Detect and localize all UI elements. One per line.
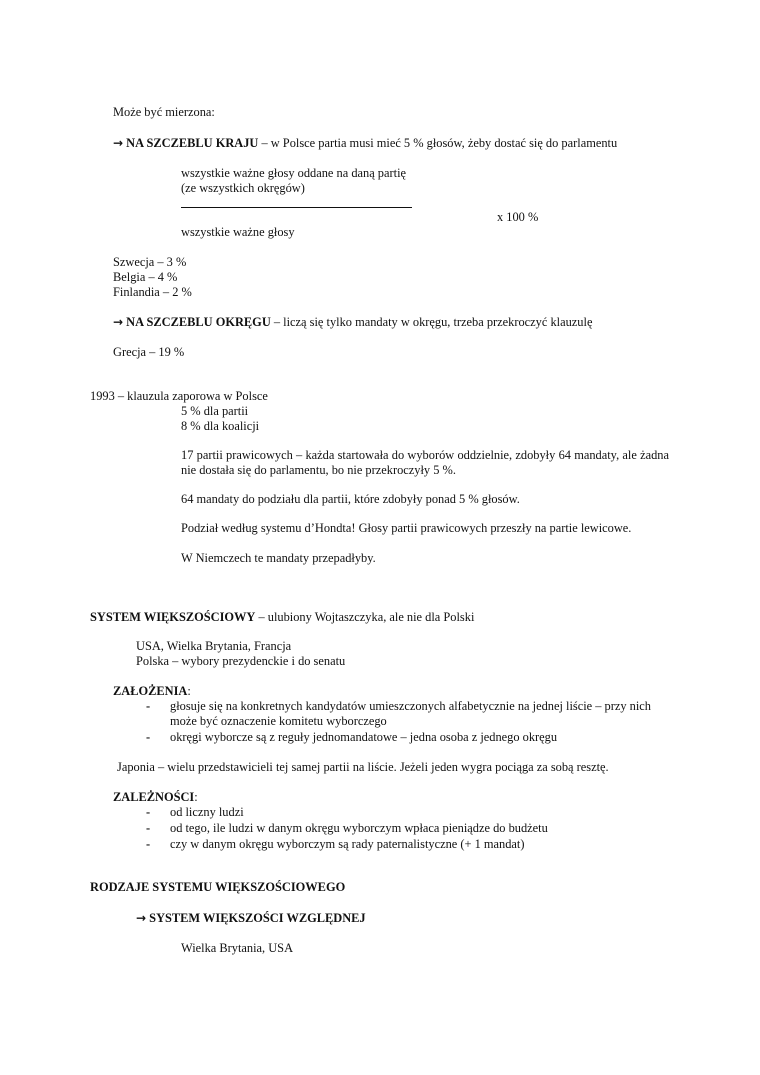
formula-numerator-2: (ze wszystkich okręgów)	[181, 181, 305, 195]
threshold-coalition: 8 % dla koalicji	[181, 419, 260, 433]
country-level-heading: NA SZCZEBLU KRAJU	[126, 136, 259, 150]
bullet: -	[146, 805, 151, 819]
assumption-2: okręgi wyborcze są z reguły jednomandatowe – jedna osoba z jednego okręgu	[170, 730, 558, 744]
district-level-line	[113, 315, 592, 330]
paragraph-64-mandates: 64 mandaty do podziału dla partii, które zdobyły ponad 5 % głosów.	[181, 492, 520, 506]
majority-poland: Polska – wybory prezydenckie i do senatu	[136, 654, 346, 668]
country-level-line	[113, 136, 617, 151]
majority-subtitle: – ulubiony Wojtaszczyka, ale nie dla Polski	[255, 610, 475, 624]
country-level-text: – w Polsce partia musi mieć 5 % głosów, żeby dostać się do parlamentu	[258, 136, 618, 150]
district-level-text: – liczą się tylko mandaty w okręgu, trzeba przekroczyć klauzulę	[270, 315, 593, 329]
poland-1993-title: 1993 – klauzula zaporowa w Polsce	[90, 389, 268, 403]
japan-note: Japonia – wielu przedstawicieli tej samej partii na liście. Jeżeli jeden wygra pociąga za sobą resztę.	[117, 760, 609, 774]
formula-multiplier: x 100 %	[497, 210, 539, 224]
assumptions-label: ZAŁOŻENIA	[113, 684, 188, 698]
majority-countries: USA, Wielka Brytania, Francja	[136, 639, 292, 653]
assumption-1-line-1: głosuje się na konkretnych kandydatów umieszczonych alfabetycznie na jednej liście – przy nich	[170, 699, 651, 713]
relative-majority-countries: Wielka Brytania, USA	[181, 941, 294, 955]
bullet: -	[146, 821, 151, 835]
district-level-heading: NA SZCZEBLU OKRĘGU	[126, 315, 271, 329]
formula-numerator-1: wszystkie ważne głosy oddane na daną partię	[181, 166, 407, 180]
majority-heading: SYSTEM WIĘKSZOŚCIOWY	[90, 610, 256, 624]
arrow-right-icon: →	[113, 136, 124, 150]
fraction-line	[181, 207, 412, 208]
threshold-party: 5 % dla partii	[181, 404, 249, 418]
paragraph-dhondt: Podział według systemu d’Hondta! Głosy partii prawicowych przeszły na partie lewicowe.	[181, 521, 632, 535]
intro-text: Może być mierzona:	[113, 105, 215, 119]
country-finland: Finlandia – 2 %	[113, 285, 192, 299]
country-greece: Grecja – 19 %	[113, 345, 185, 359]
dependency-1: od liczny ludzi	[170, 805, 244, 819]
paragraph-right-parties: 17 partii prawicowych – każda startowała do wyborów oddzielnie, zdobyły 64 mandaty, ale żadna nie dostała się do parlamentu, bo nie przekroczyły 5 %.	[181, 448, 669, 477]
paragraph-germany: W Niemczech te mandaty przepadłyby.	[181, 551, 376, 565]
dependencies-label: ZALEŻNOŚCI	[113, 790, 195, 804]
dependency-2: od tego, ile ludzi w danym okręgu wyborczym wpłaca pieniądze do budżetu	[170, 821, 548, 835]
bullet: -	[146, 699, 151, 713]
bullet: -	[146, 837, 151, 851]
assumptions-heading: ZAŁOŻENIA:	[113, 684, 191, 698]
arrow-right-icon: →	[136, 911, 147, 925]
country-sweden: Szwecja – 3 %	[113, 255, 187, 269]
dependency-3: czy w danym okręgu wyborczym są rady paternalistyczne (+ 1 mandat)	[170, 837, 525, 851]
country-belgium: Belgia – 4 %	[113, 270, 178, 284]
arrow-right-icon: →	[113, 315, 124, 329]
relative-majority-heading: SYSTEM WIĘKSZOŚCI WZGLĘDNEJ	[149, 911, 366, 925]
dependencies-heading: ZALEŻNOŚCI:	[113, 790, 198, 804]
majority-heading-line	[90, 610, 474, 625]
relative-majority-line	[136, 911, 366, 926]
formula-denominator: wszystkie ważne głosy	[181, 225, 295, 239]
assumption-1-line-2: może być oznaczenie komitetu wyborczego	[170, 714, 387, 728]
types-heading: RODZAJE SYSTEMU WIĘKSZOŚCIOWEGO	[90, 880, 346, 894]
bullet: -	[146, 730, 151, 744]
